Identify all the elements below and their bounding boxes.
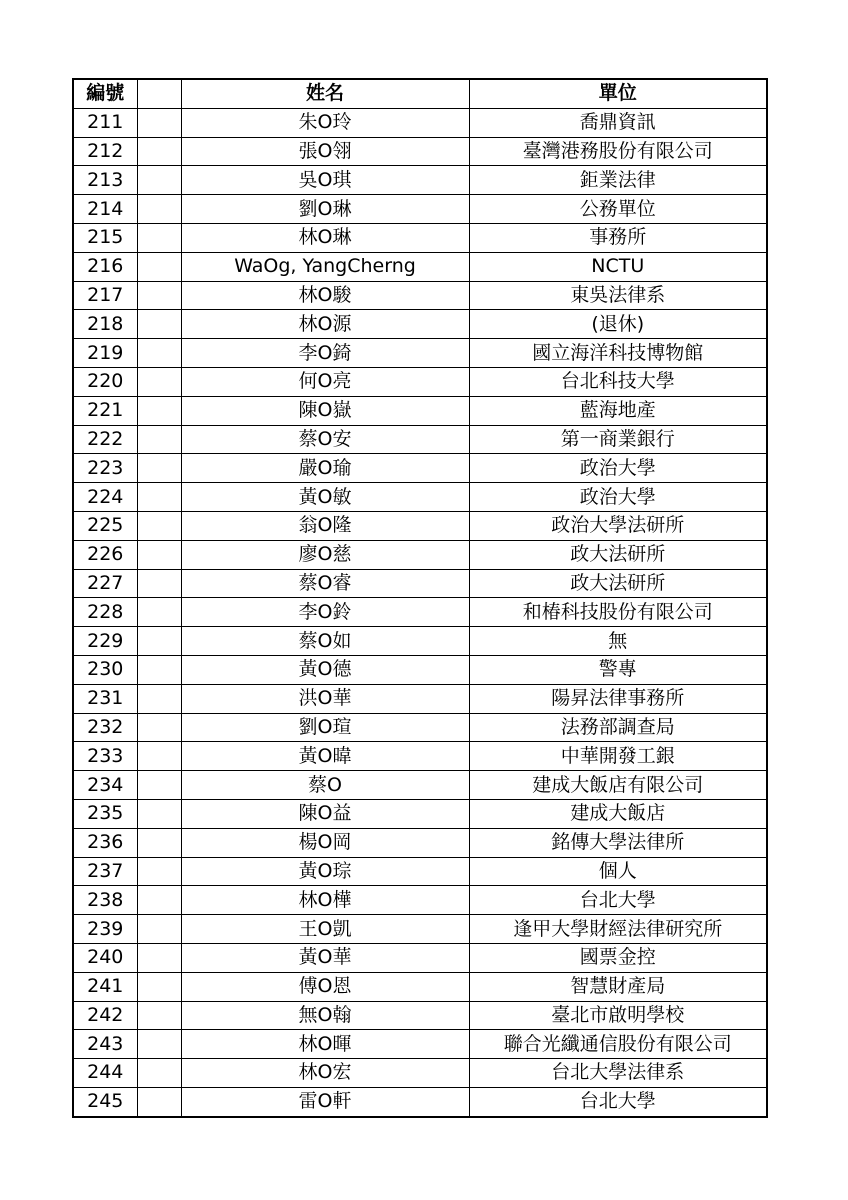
cell-blank [137, 943, 181, 972]
cell-name: 黃O德 [181, 655, 469, 684]
cell-blank [137, 1087, 181, 1116]
cell-unit: 臺灣港務股份有限公司 [469, 137, 767, 166]
cell-blank [137, 771, 181, 800]
cell-blank [137, 627, 181, 656]
cell-number: 223 [73, 454, 137, 483]
cell-number: 213 [73, 166, 137, 195]
table-row [73, 886, 767, 915]
cell-name: 李O鈴 [181, 598, 469, 627]
table-row [73, 166, 767, 195]
cell-blank [137, 742, 181, 771]
cell-unit: 聯合光纖通信股份有限公司 [469, 1030, 767, 1059]
cell-number: 229 [73, 627, 137, 656]
cell-number: 224 [73, 483, 137, 512]
cell-name: WaOg, YangCherng [181, 252, 469, 281]
header-number: 編號 [73, 79, 137, 108]
cell-unit: 個人 [469, 857, 767, 886]
cell-blank [137, 684, 181, 713]
cell-number: 241 [73, 972, 137, 1001]
cell-unit: 國票金控 [469, 943, 767, 972]
cell-name: 劉O琳 [181, 195, 469, 224]
table-row [73, 1030, 767, 1059]
table-row [73, 540, 767, 569]
cell-unit: 公務單位 [469, 195, 767, 224]
header-unit: 單位 [469, 79, 767, 108]
table-row [73, 454, 767, 483]
table-row [73, 108, 767, 137]
cell-name: 楊O岡 [181, 828, 469, 857]
table-row [73, 367, 767, 396]
cell-blank [137, 828, 181, 857]
cell-number: 222 [73, 425, 137, 454]
cell-blank [137, 367, 181, 396]
cell-blank [137, 310, 181, 339]
cell-name: 蔡O如 [181, 627, 469, 656]
cell-unit: 銘傳大學法律所 [469, 828, 767, 857]
cell-blank [137, 569, 181, 598]
cell-unit: 智慧財產局 [469, 972, 767, 1001]
cell-name: 洪O華 [181, 684, 469, 713]
cell-unit: 法務部調查局 [469, 713, 767, 742]
cell-unit: 政大法研所 [469, 540, 767, 569]
cell-blank [137, 281, 181, 310]
cell-number: 242 [73, 1001, 137, 1030]
cell-unit: 政治大學 [469, 454, 767, 483]
cell-blank [137, 655, 181, 684]
table-row [73, 598, 767, 627]
cell-unit: 政治大學法研所 [469, 511, 767, 540]
cell-number: 234 [73, 771, 137, 800]
cell-blank [137, 1059, 181, 1088]
table-row [73, 713, 767, 742]
cell-unit: 台北大學 [469, 1087, 767, 1116]
cell-number: 218 [73, 310, 137, 339]
table-row [73, 425, 767, 454]
table-row [73, 771, 767, 800]
cell-number: 245 [73, 1087, 137, 1116]
table-row [73, 655, 767, 684]
cell-number: 221 [73, 396, 137, 425]
cell-unit: 台北大學法律系 [469, 1059, 767, 1088]
header-name: 姓名 [181, 79, 469, 108]
cell-unit: 國立海洋科技博物館 [469, 339, 767, 368]
cell-number: 232 [73, 713, 137, 742]
cell-name: 林O源 [181, 310, 469, 339]
cell-name: 林O暉 [181, 1030, 469, 1059]
cell-unit: 喬鼎資訊 [469, 108, 767, 137]
cell-blank [137, 252, 181, 281]
cell-unit: 事務所 [469, 223, 767, 252]
cell-unit: 第一商業銀行 [469, 425, 767, 454]
cell-name: 林O琳 [181, 223, 469, 252]
cell-blank [137, 598, 181, 627]
table-row [73, 339, 767, 368]
cell-blank [137, 915, 181, 944]
cell-number: 237 [73, 857, 137, 886]
cell-name: 傅O恩 [181, 972, 469, 1001]
cell-blank [137, 396, 181, 425]
cell-blank [137, 425, 181, 454]
cell-unit: (退休) [469, 310, 767, 339]
cell-number: 227 [73, 569, 137, 598]
cell-blank [137, 483, 181, 512]
cell-blank [137, 1030, 181, 1059]
cell-blank [137, 339, 181, 368]
cell-number: 226 [73, 540, 137, 569]
cell-number: 230 [73, 655, 137, 684]
cell-number: 217 [73, 281, 137, 310]
table-row [73, 396, 767, 425]
cell-name: 黃O暐 [181, 742, 469, 771]
cell-unit: 東吳法律系 [469, 281, 767, 310]
cell-name: 黃O琮 [181, 857, 469, 886]
cell-unit: 臺北市啟明學校 [469, 1001, 767, 1030]
cell-blank [137, 1001, 181, 1030]
cell-number: 212 [73, 137, 137, 166]
cell-unit: 鉅業法律 [469, 166, 767, 195]
cell-name: 蔡O安 [181, 425, 469, 454]
roster-sheet [72, 78, 768, 1118]
cell-number: 216 [73, 252, 137, 281]
cell-name: 黃O華 [181, 943, 469, 972]
cell-unit: 建成大飯店有限公司 [469, 771, 767, 800]
cell-blank [137, 972, 181, 1001]
cell-name: 劉O瑄 [181, 713, 469, 742]
cell-number: 215 [73, 223, 137, 252]
cell-blank [137, 511, 181, 540]
table-row [73, 972, 767, 1001]
cell-name: 廖O慈 [181, 540, 469, 569]
cell-name: 張O翎 [181, 137, 469, 166]
cell-name: 何O亮 [181, 367, 469, 396]
table-row [73, 742, 767, 771]
cell-blank [137, 857, 181, 886]
cell-name: 林O駿 [181, 281, 469, 310]
cell-blank [137, 108, 181, 137]
cell-name: 黃O敏 [181, 483, 469, 512]
cell-blank [137, 886, 181, 915]
cell-blank [137, 454, 181, 483]
cell-name: 陳O嶽 [181, 396, 469, 425]
table-row [73, 281, 767, 310]
roster-body [73, 108, 767, 1116]
cell-number: 220 [73, 367, 137, 396]
cell-name: 林O樺 [181, 886, 469, 915]
cell-name: 朱O玲 [181, 108, 469, 137]
cell-blank [137, 223, 181, 252]
header-row [73, 79, 767, 108]
cell-number: 233 [73, 742, 137, 771]
cell-unit: 建成大飯店 [469, 799, 767, 828]
table-row [73, 310, 767, 339]
cell-blank [137, 195, 181, 224]
cell-unit: 逢甲大學財經法律研究所 [469, 915, 767, 944]
cell-unit: 政大法研所 [469, 569, 767, 598]
cell-number: 236 [73, 828, 137, 857]
table-row [73, 915, 767, 944]
cell-unit: 陽昇法律事務所 [469, 684, 767, 713]
cell-number: 214 [73, 195, 137, 224]
cell-number: 225 [73, 511, 137, 540]
cell-name: 翁O隆 [181, 511, 469, 540]
cell-number: 231 [73, 684, 137, 713]
cell-name: 吳O琪 [181, 166, 469, 195]
table-row [73, 195, 767, 224]
cell-name: 王O凱 [181, 915, 469, 944]
cell-number: 243 [73, 1030, 137, 1059]
cell-unit: 和椿科技股份有限公司 [469, 598, 767, 627]
table-row [73, 137, 767, 166]
table-row [73, 569, 767, 598]
cell-number: 228 [73, 598, 137, 627]
cell-name: 李O錡 [181, 339, 469, 368]
cell-number: 244 [73, 1059, 137, 1088]
table-row [73, 1087, 767, 1116]
cell-unit: 藍海地產 [469, 396, 767, 425]
cell-blank [137, 137, 181, 166]
cell-unit: 無 [469, 627, 767, 656]
cell-blank [137, 713, 181, 742]
table-row [73, 223, 767, 252]
cell-unit: 台北大學 [469, 886, 767, 915]
cell-name: 陳O益 [181, 799, 469, 828]
table-row [73, 1001, 767, 1030]
cell-number: 235 [73, 799, 137, 828]
cell-blank [137, 166, 181, 195]
cell-name: 嚴O瑜 [181, 454, 469, 483]
table-row [73, 943, 767, 972]
table-row [73, 511, 767, 540]
cell-number: 211 [73, 108, 137, 137]
cell-blank [137, 540, 181, 569]
cell-blank [137, 799, 181, 828]
table-row [73, 483, 767, 512]
table-row [73, 1059, 767, 1088]
cell-unit: 警專 [469, 655, 767, 684]
table-row [73, 684, 767, 713]
cell-number: 240 [73, 943, 137, 972]
cell-unit: NCTU [469, 252, 767, 281]
cell-unit: 台北科技大學 [469, 367, 767, 396]
cell-number: 238 [73, 886, 137, 915]
cell-name: 林O宏 [181, 1059, 469, 1088]
table-row [73, 627, 767, 656]
cell-unit: 政治大學 [469, 483, 767, 512]
cell-name: 蔡O睿 [181, 569, 469, 598]
cell-name: 雷O軒 [181, 1087, 469, 1116]
cell-name: 無O翰 [181, 1001, 469, 1030]
cell-name: 蔡O [181, 771, 469, 800]
table-row [73, 252, 767, 281]
table-row [73, 799, 767, 828]
cell-unit: 中華開發工銀 [469, 742, 767, 771]
header-blank [137, 79, 181, 108]
roster-table [72, 78, 768, 1118]
cell-number: 219 [73, 339, 137, 368]
table-row [73, 857, 767, 886]
cell-number: 239 [73, 915, 137, 944]
table-row [73, 828, 767, 857]
